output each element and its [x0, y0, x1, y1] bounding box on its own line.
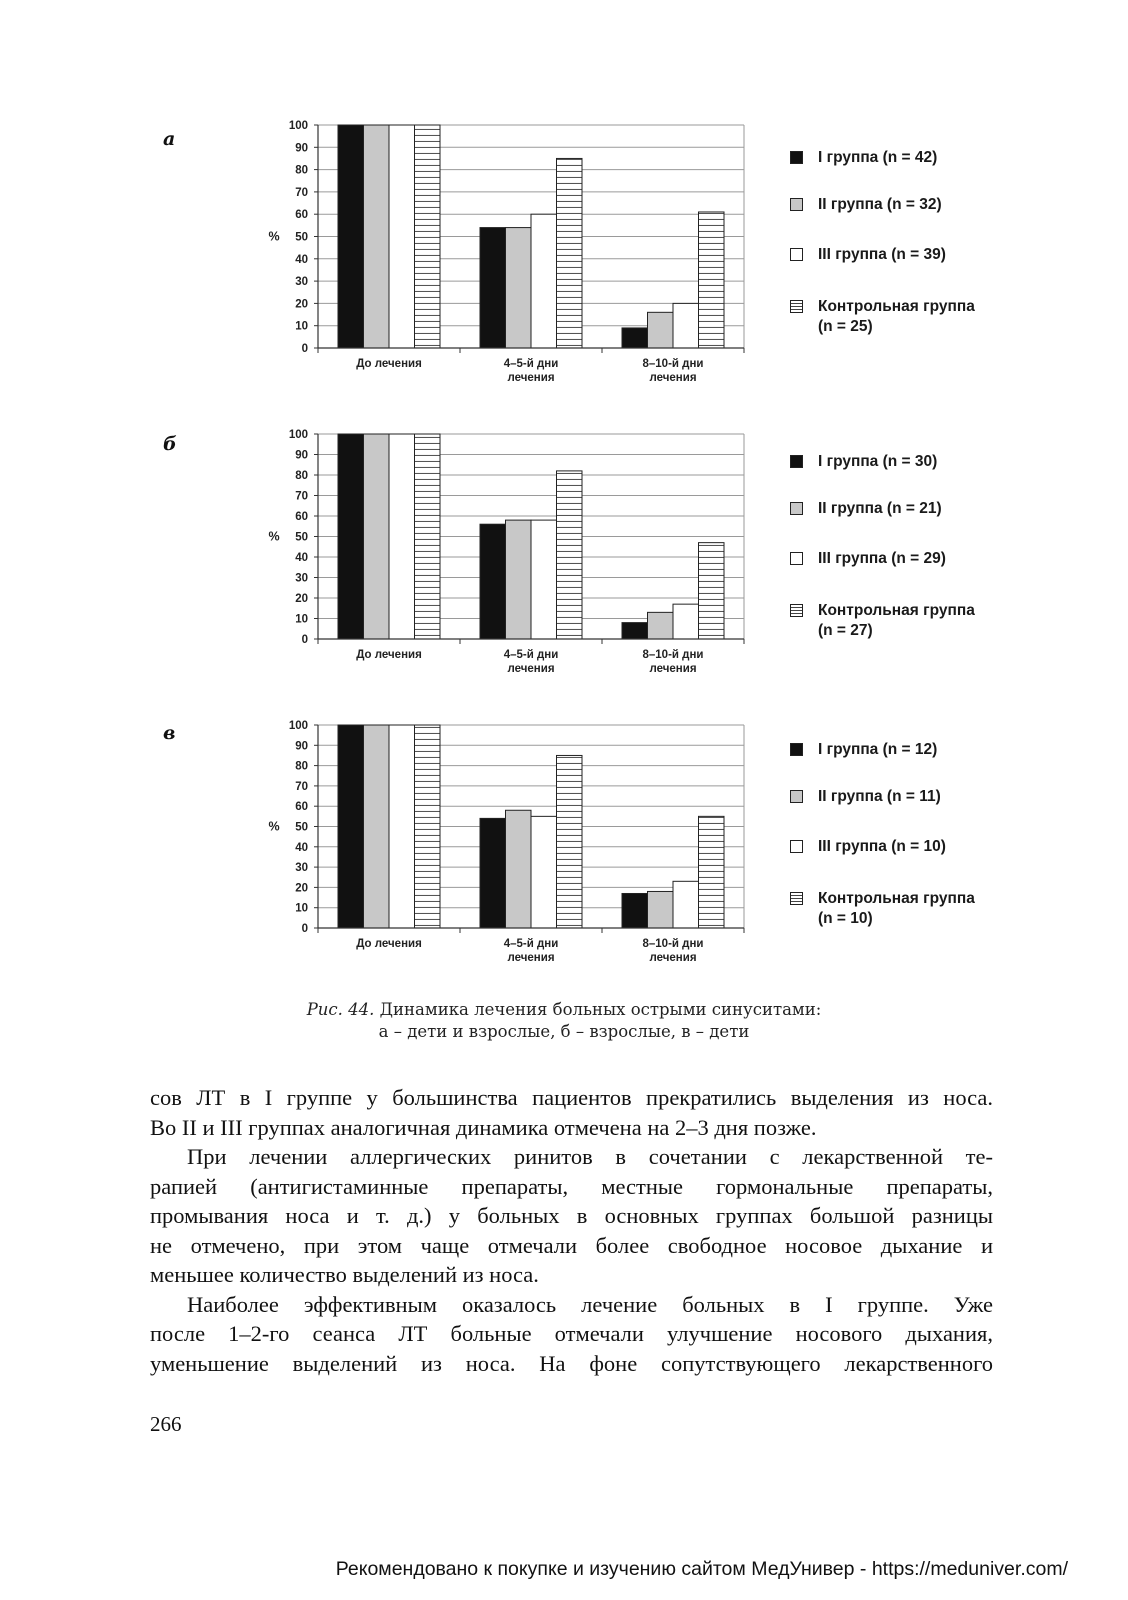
y-tick-label: 50 — [295, 231, 308, 244]
legend-label: Контрольная группа — [818, 602, 975, 619]
bar — [338, 725, 364, 928]
y-tick-label: 70 — [295, 186, 308, 199]
legend-swatch-striped — [790, 604, 803, 617]
panel-letter-a: а — [163, 128, 176, 150]
bar — [673, 881, 699, 928]
bar — [648, 312, 674, 348]
y-tick-label: 70 — [295, 490, 308, 503]
caption-line-2: а – дети и взрослые, б – взрослые, в – дети — [378, 1022, 750, 1041]
bar — [557, 471, 583, 639]
legend-swatch-white — [790, 248, 803, 261]
paragraph-line: промывания носа и т. д.) у больных в основных группах большой разницы — [150, 1203, 993, 1228]
x-tick-label: 8–10-й дни — [642, 938, 704, 950]
bar — [648, 612, 674, 639]
legend-swatch-gray — [790, 790, 803, 803]
y-tick-label: 0 — [301, 343, 308, 355]
bar — [673, 604, 699, 639]
y-tick-label: 10 — [295, 613, 308, 626]
bar — [364, 725, 390, 928]
x-tick-label: лечения — [649, 952, 697, 964]
bar — [699, 816, 725, 928]
legend-swatch-black — [790, 455, 803, 468]
y-tick-label: 30 — [295, 862, 308, 875]
bar — [531, 214, 557, 348]
caption-text: Динамика лечения больных острыми синуситами: — [379, 1000, 822, 1019]
y-tick-label: 100 — [288, 720, 308, 732]
legend-label: I группа (n = 42) — [818, 149, 938, 166]
panel-letter-v: в — [163, 722, 176, 744]
x-tick-label: 8–10-й дни — [642, 649, 704, 661]
y-tick-label: 60 — [295, 209, 308, 222]
y-tick-label: 100 — [288, 120, 308, 132]
y-tick-label: 40 — [295, 552, 308, 564]
bar — [364, 125, 390, 348]
footer-watermark: Рекомендовано к покупке и изучению сайтом МедУнивер - https://meduniver.com/ — [335, 1558, 1068, 1580]
bar — [506, 228, 532, 348]
y-tick-label: 10 — [295, 320, 308, 333]
legend-label: Контрольная группа — [818, 298, 975, 315]
body-text — [150, 1083, 993, 1378]
legend-label-n: (n = 10) — [818, 910, 873, 927]
bar — [506, 520, 532, 639]
y-axis-label: % — [268, 819, 280, 834]
y-tick-label: 90 — [295, 740, 308, 753]
bar — [389, 725, 415, 928]
chart-v — [262, 710, 762, 980]
x-tick-label: 4–5-й дни — [503, 358, 559, 370]
paragraph-line: меньшее количество выделений из носа. — [150, 1262, 539, 1287]
legend-swatch-black — [790, 743, 803, 756]
bar — [557, 755, 583, 928]
y-tick-label: 10 — [295, 902, 308, 915]
y-tick-label: 0 — [301, 923, 308, 935]
bar — [338, 125, 364, 348]
y-tick-label: 50 — [295, 531, 308, 544]
x-tick-label: лечения — [649, 372, 697, 384]
paragraph-line: сов ЛТ в I группе у большинства пациентов прекратились выделения из носа. — [150, 1085, 993, 1110]
chart-a — [262, 112, 762, 402]
y-tick-label: 30 — [295, 572, 308, 585]
bar — [480, 228, 506, 348]
legend-swatch-white — [790, 552, 803, 565]
x-tick-label: До лечения — [356, 649, 422, 661]
paragraph-line: Во II и III группах аналогичная динамика отмечена на 2–3 дня позже. — [150, 1114, 817, 1140]
legend-swatch-striped — [790, 892, 803, 905]
y-tick-label: 20 — [295, 593, 308, 605]
legend-label: Контрольная группа — [818, 890, 975, 907]
x-tick-label: 4–5-й дни — [503, 938, 559, 950]
y-tick-label: 40 — [295, 841, 308, 854]
x-tick-label: До лечения — [356, 358, 422, 370]
caption-line-1 — [0, 1000, 1128, 1019]
panel-letter-b: б — [163, 433, 177, 455]
bar — [531, 520, 557, 639]
y-tick-label: 80 — [295, 164, 308, 177]
legend-label: III группа (n = 39) — [818, 246, 946, 263]
figure-number: Рис. 44. — [306, 1000, 375, 1019]
legend-swatch-gray — [790, 198, 803, 211]
x-tick-label: 8–10-й дни — [642, 358, 704, 370]
legend-swatch-black — [790, 151, 803, 164]
y-tick-label: 100 — [288, 429, 308, 441]
paragraph-line: При лечении аллергических ринитов в сочетании с лекарственной те- — [187, 1144, 993, 1169]
figure-caption — [0, 1000, 1128, 1041]
page-number: 266 — [150, 1412, 182, 1436]
bar — [506, 810, 532, 928]
y-tick-label: 50 — [295, 821, 308, 834]
bar — [338, 434, 364, 639]
bar — [415, 725, 441, 928]
legend-swatch-white — [790, 840, 803, 853]
legend-label: II группа (n = 21) — [818, 500, 942, 517]
bar — [415, 125, 441, 348]
paragraph-line: уменьшение выделений из носа. На фоне сопутствующего лекарственного — [150, 1350, 993, 1376]
chart-a-svg — [262, 112, 762, 397]
bar — [480, 524, 506, 639]
y-tick-label: 90 — [295, 449, 308, 462]
y-tick-label: 80 — [295, 760, 308, 773]
legend-label-n: (n = 25) — [818, 318, 873, 335]
legend-swatch-striped — [790, 300, 803, 313]
x-tick-label: До лечения — [356, 938, 422, 950]
y-tick-label: 0 — [301, 634, 308, 646]
y-tick-label: 80 — [295, 470, 308, 482]
y-tick-label: 70 — [295, 780, 308, 793]
bar — [622, 893, 648, 928]
bar — [557, 158, 583, 348]
paragraph-line: после 1–2-го сеанса ЛТ больные отмечали улучшение носового дыхания, — [150, 1321, 993, 1346]
legend-label-n: (n = 27) — [818, 622, 873, 639]
bar — [673, 303, 699, 348]
bar — [699, 212, 725, 348]
y-axis-label: % — [268, 229, 280, 244]
y-tick-label: 60 — [295, 801, 308, 814]
legend-label: III группа (n = 10) — [818, 838, 946, 855]
bar — [699, 543, 725, 639]
y-tick-label: 30 — [295, 276, 308, 289]
legend-label: II группа (n = 32) — [818, 196, 942, 213]
y-tick-label: 20 — [295, 882, 308, 895]
paragraph-line: рапией (антигистаминные препараты, местные гормональные препараты, — [150, 1173, 993, 1199]
bar — [389, 125, 415, 348]
x-tick-label: лечения — [507, 663, 555, 675]
bar — [415, 434, 441, 639]
legend-swatch-gray — [790, 502, 803, 515]
legend-label: II группа (n = 11) — [818, 788, 941, 805]
legend-label: III группа (n = 29) — [818, 550, 946, 567]
bar — [622, 328, 648, 348]
paragraph-line: не отмечено, при этом чаще отмечали более свободное носовое дыхание и — [150, 1232, 993, 1258]
bar — [480, 818, 506, 928]
bar — [364, 434, 390, 639]
y-tick-label: 20 — [295, 298, 308, 311]
chart-b-svg — [262, 420, 762, 685]
x-tick-label: лечения — [507, 372, 555, 384]
chart-b — [262, 420, 762, 690]
bar — [389, 434, 415, 639]
y-tick-label: 60 — [295, 511, 308, 523]
y-axis-label: % — [268, 529, 280, 544]
legend-label: I группа (n = 12) — [818, 741, 938, 758]
y-tick-label: 90 — [295, 142, 308, 155]
x-tick-label: лечения — [507, 952, 555, 964]
bar — [622, 623, 648, 639]
bar — [531, 816, 557, 928]
chart-v-svg — [262, 710, 762, 975]
bar — [648, 891, 674, 928]
x-tick-label: лечения — [649, 663, 697, 675]
legend-label: I группа (n = 30) — [818, 453, 938, 470]
paragraph-line: Наиболее эффективным оказалось лечение больных в I группе. Уже — [187, 1291, 993, 1317]
x-tick-label: 4–5-й дни — [503, 649, 559, 661]
y-tick-label: 40 — [295, 253, 308, 266]
